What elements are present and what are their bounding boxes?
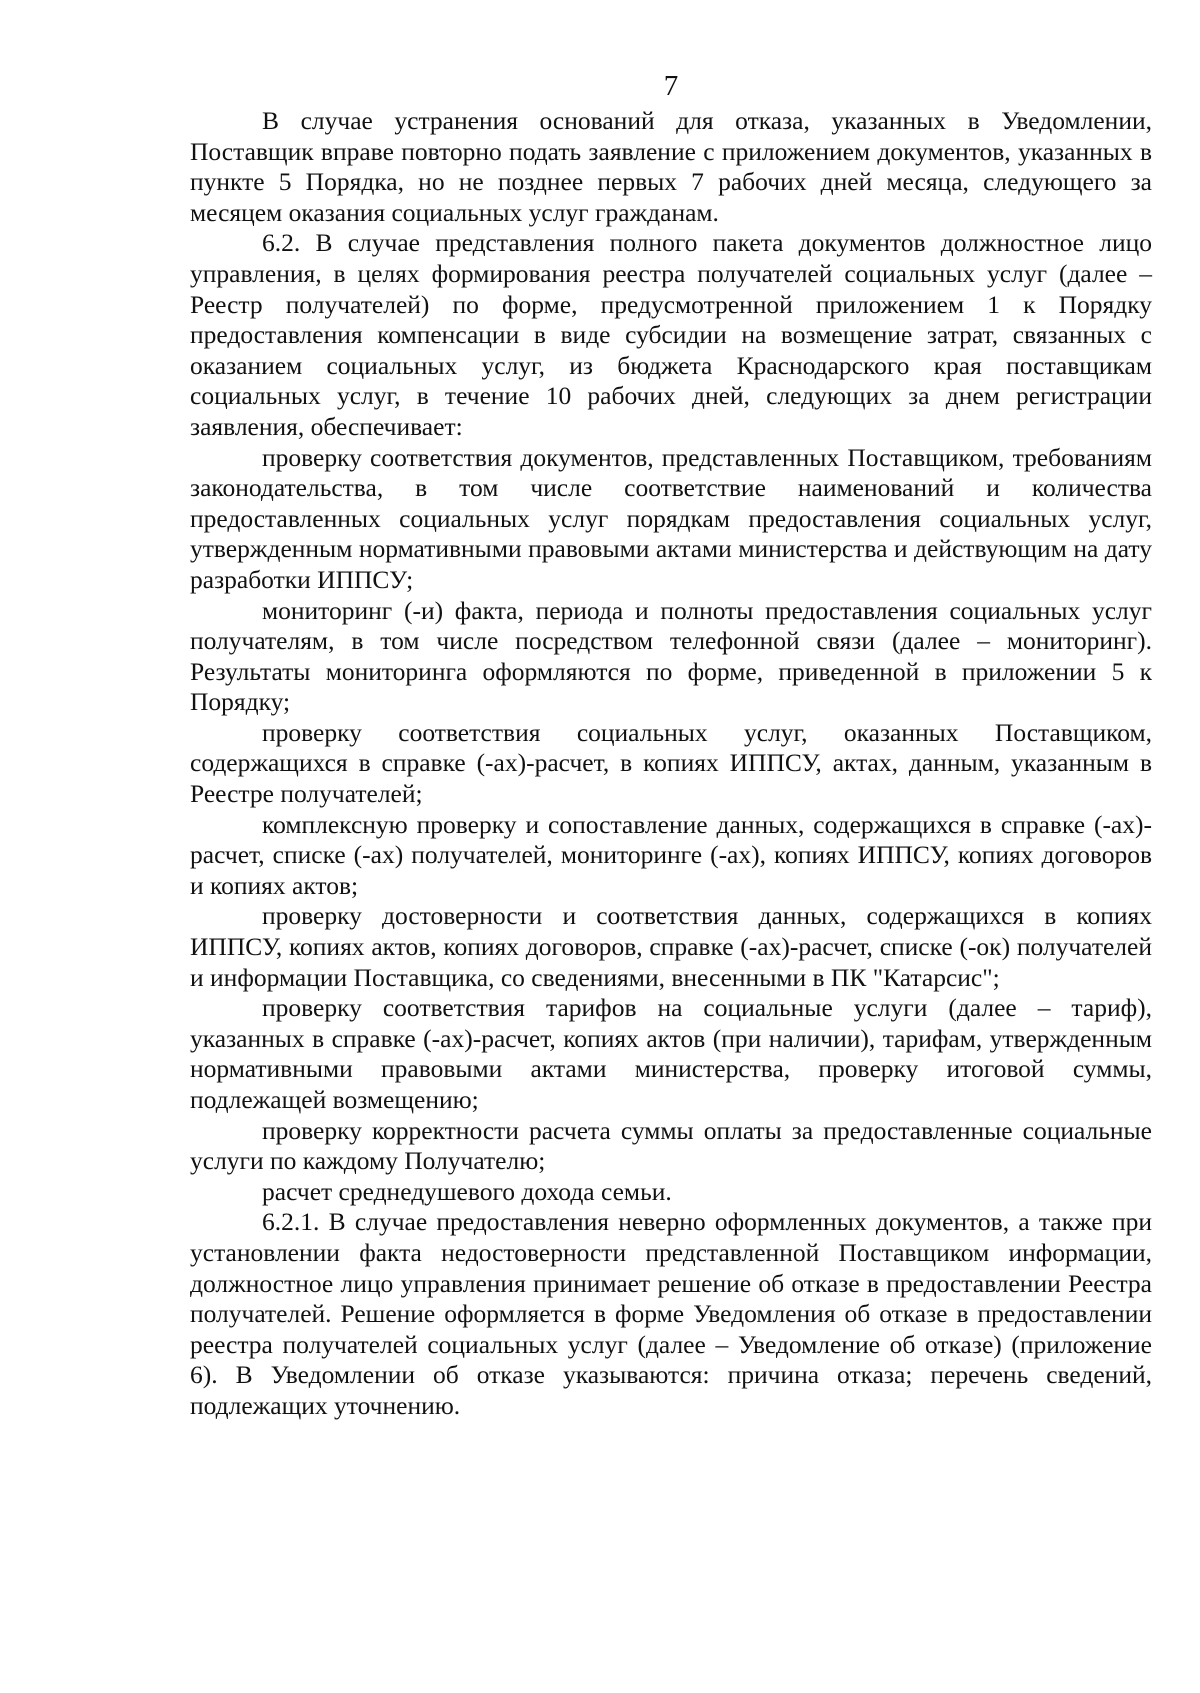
paragraph-notice-resubmission: В случае устранения оснований для отказа, указанных в Уведомлении, Поставщик вправе повторно подать заявление с приложением документов, указанных в пункте 5 Порядка, но не позднее первых 7 рабочих дней месяца, следующего за месяцем оказания социальных услуг гражданам. bbox=[190, 106, 1152, 227]
paragraph-income-calc: расчет среднедушевого дохода семьи. bbox=[262, 1176, 672, 1206]
paragraph-reliability-check: проверку достоверности и соответствия данных, содержащихся в копиях ИППСУ, копиях актов, копиях договоров, справке (-ах)-расчет, списке (-ок) получателей и информации Поставщика, со сведениями, внесенными в ПК "Катарсис"; bbox=[190, 901, 1152, 992]
page-number: 7 bbox=[663, 70, 679, 102]
paragraph-6-2-1: 6.2.1. В случае предоставления неверно оформленных документов, а также при установлении факта недостоверности представленной Поставщиком информации, должностное лицо управления принимает решение об отказе в предоставлении Реестра получателей. Решение оформляется в форме Уведомления об отказе в предоставлении реестра получателей социальных услуг (далее – Уведомление об отказе) (приложение 6). В Уведомлении об отказе указываются: причина отказа; перечень сведений, подлежащих уточнению. bbox=[190, 1207, 1152, 1420]
paragraph-complex-check: комплексную проверку и сопоставление данных, содержащихся в справке (-ах)-расчет, списке (-ах) получателей, мониторинге (-ах), копиях ИППСУ, копиях договоров и копиях актов; bbox=[190, 809, 1152, 900]
paragraph-6-2: 6.2. В случае представления полного пакета документов должностное лицо управления, в целях формирования реестра получателей социальных услуг (далее – Реестр получателей) по форме, предусмотренной приложением 1 к Порядку предоставления компенсации в виде субсидии на возмещение затрат, связанных с оказанием социальных услуг, из бюджета Краснодарского края поставщикам социальных услуг, в течение 10 рабочих дней, следующих за днем регистрации заявления, обеспечивает: bbox=[190, 228, 1152, 441]
paragraph-monitoring: мониторинг (-и) факта, периода и полноты предоставления социальных услуг получателям, в том числе посредством телефонной связи (далее – мониторинг). Результаты мониторинга оформляются по форме, приведенной в приложении 5 к Порядку; bbox=[190, 595, 1152, 717]
paragraph-payment-check: проверку корректности расчета суммы оплаты за предоставленные социальные услуги по каждому Получателю; bbox=[190, 1115, 1152, 1176]
paragraph-check-services: проверку соответствия социальных услуг, оказанных Поставщиком, содержащихся в справке (-ах)-расчет, в копиях ИППСУ, актах, данным, указанным в Реестре получателей; bbox=[190, 717, 1152, 809]
paragraph-check-documents: проверку соответствия документов, представленных Поставщиком, требованиям законодательства, в том числе соответствие наименований и количества предоставленных социальных услуг порядкам предоставления социальных услуг, утвержденным нормативными правовыми актами министерства и действующим на дату разработки ИППСУ; bbox=[190, 442, 1152, 594]
paragraph-tariff-check: проверку соответствия тарифов на социальные услуги (далее – тариф), указанных в справке (-ах)-расчет, копиях актов (при наличии), тарифам, утвержденным нормативными правовыми актами министерства, проверку итоговой суммы, подлежащей возмещению; bbox=[190, 993, 1152, 1114]
